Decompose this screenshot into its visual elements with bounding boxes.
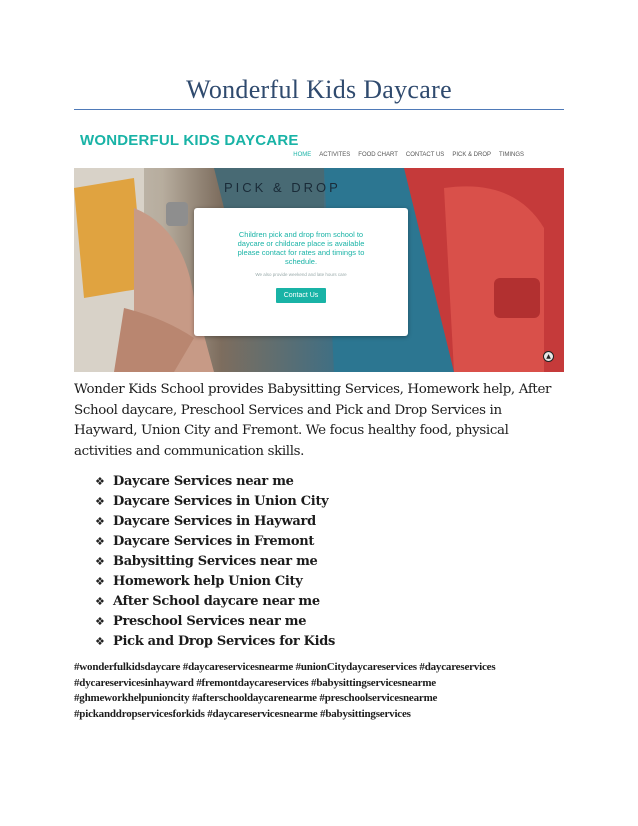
diamond-bullet-icon: ❖: [95, 535, 105, 548]
diamond-bullet-icon: ❖: [95, 515, 105, 528]
contact-us-button[interactable]: Contact Us: [276, 288, 327, 303]
list-item: ❖ Babysitting Services near me: [95, 552, 335, 572]
hero-card-text: Children pick and drop from school to daycare or childcare place is available please contact for rates and timings to schedule.: [237, 230, 365, 266]
diamond-bullet-icon: ❖: [95, 595, 105, 608]
nav-timings: TIMINGS: [499, 152, 524, 158]
list-item: ❖ Daycare Services in Union City: [95, 492, 335, 512]
hero-card-note: We also provide weekend and late hours care: [255, 272, 347, 277]
site-nav: [293, 152, 524, 158]
title-divider: [74, 109, 564, 110]
page-title: Wonderful Kids Daycare: [186, 75, 452, 104]
nav-food-chart: FOOD CHART: [358, 152, 398, 158]
list-item: ❖ After School daycare near me: [95, 592, 335, 612]
site-logo: WONDERFUL KIDS DAYCARE: [80, 132, 299, 149]
nav-contact-us: CONTACT US: [405, 152, 445, 158]
hero-heading: PICK & DROP: [224, 180, 341, 195]
nav-pick-drop: PICK & DROP: [452, 152, 491, 158]
chevron-up-icon[interactable]: ▲: [543, 351, 554, 362]
hashtags: #wonderfulkidsdaycare #daycareservicesnearme #unionCitydaycareservices #daycareservices #dycareservicesinhayward #fremontdaycareservices #babysittingservicesnearme #ghmeworkhelpunioncity #afterschooldaycarenearme #preschoolservicesnearme #pickanddropservicesforkids #daycareservicesnearme #babysittingservices: [74, 661, 496, 720]
list-item: ❖ Pick and Drop Services for Kids: [95, 632, 335, 652]
diamond-bullet-icon: ❖: [95, 475, 105, 488]
list-item: ❖ Daycare Services near me: [95, 472, 335, 492]
services-list: [95, 472, 335, 652]
diamond-bullet-icon: ❖: [95, 575, 105, 588]
list-item: ❖ Daycare Services in Fremont: [95, 532, 335, 552]
diamond-bullet-icon: ❖: [95, 555, 105, 568]
diamond-bullet-icon: ❖: [95, 495, 105, 508]
list-item: ❖ Daycare Services in Hayward: [95, 512, 335, 532]
website-screenshot: [74, 122, 564, 372]
diamond-bullet-icon: ❖: [95, 635, 105, 648]
intro-paragraph: Wonder Kids School provides Babysitting Services, Homework help, After School daycare, Preschool Services and Pick and Drop Services in Hayward, Union City and Fremont. We focus healthy food, physical activities and communication skills.: [74, 382, 552, 459]
diamond-bullet-icon: ❖: [95, 615, 105, 628]
hero-image: [74, 168, 564, 372]
nav-home: HOME: [293, 152, 312, 158]
nav-activities: ACTIVITES: [319, 152, 351, 158]
list-item: ❖ Preschool Services near me: [95, 612, 335, 632]
hero-card: [194, 208, 408, 336]
list-item: ❖ Homework help Union City: [95, 572, 335, 592]
